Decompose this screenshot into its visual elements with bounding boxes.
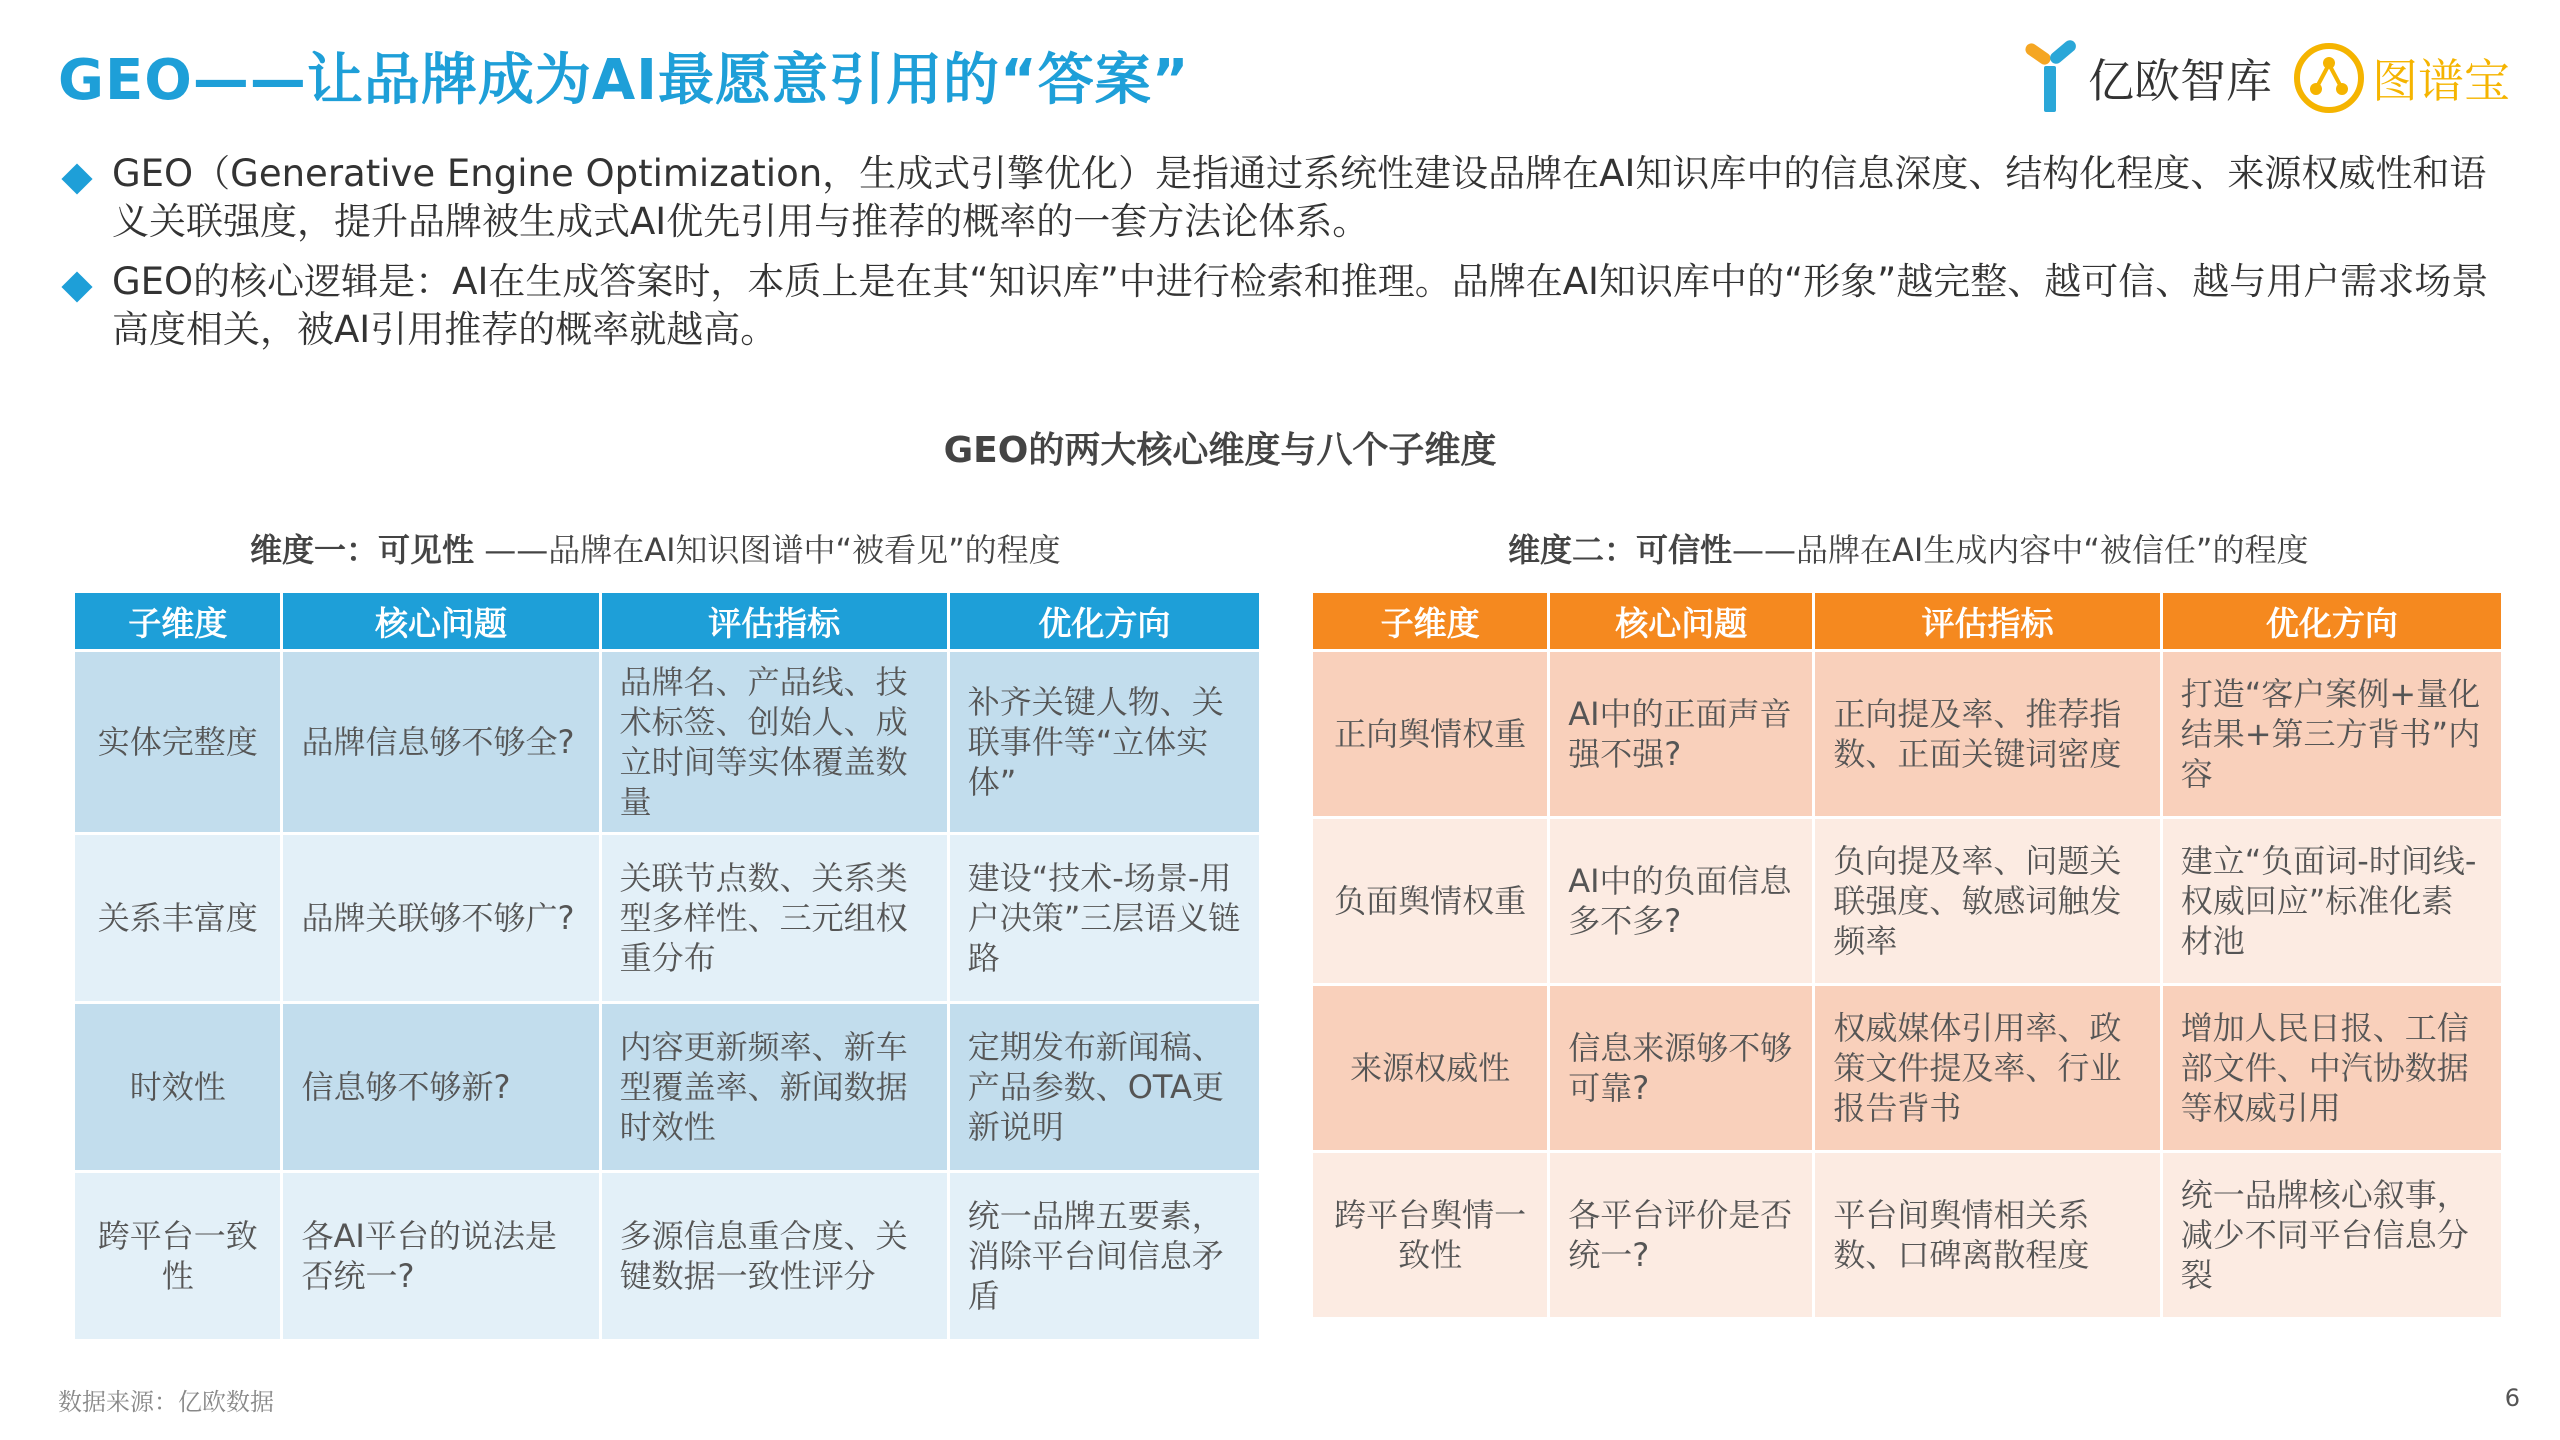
page-title: GEO——让品牌成为AI最愿意引用的“答案” [58,48,1190,113]
header-cell: 评估指标 [1815,593,2159,649]
table-header-row [1313,593,2501,649]
header-cell: 核心问题 [283,593,598,649]
table-cell: 统一品牌五要素，消除平台间信息矛盾 [950,1173,1259,1339]
table-cell: 各平台评价是否统一? [1550,1153,1812,1317]
table-cell: 打造“客户案例+量化结果+第三方背书”内容 [2163,652,2501,816]
bullet-list [60,150,2510,366]
tupubao-logo-icon [2294,43,2364,113]
table-cell: 品牌关联够不够广? [283,835,598,1001]
table-cell: 补齐关键人物、关联事件等“立体实体” [950,652,1259,832]
table-cell: 内容更新频率、新车型覆盖率、新闻数据时效性 [602,1004,947,1170]
logo-brand-yiou: 亿欧智库 [2088,54,2272,108]
table-cell: 品牌名、产品线、技术标签、创始人、成立时间等实体覆盖数量 [602,652,947,832]
table-row [75,835,1259,1001]
bullet-text: GEO（Generative Engine Optimization，生成式引擎优化）是指通过系统性建设品牌在AI知识库中的信息深度、结构化程度、来源权威性和语义关联强度，提升品牌被生成式AI优先引用与推荐的概率的一套方法论体系。 [112,152,2487,243]
dimension1-desc: ——品牌在AI知识图谱中“被看见”的程度 [474,531,1061,569]
table-row [1313,986,2501,1150]
header-cell: 子维度 [1313,593,1547,649]
table-cell: 负面舆情权重 [1313,819,1547,983]
table-cell: 时效性 [75,1004,280,1170]
diamond-bullet-icon [61,163,92,194]
table-row [1313,652,2501,816]
table-cell: 多源信息重合度、关键数据一致性评分 [602,1173,947,1339]
table-cell: AI中的正面声音强不强? [1550,652,1812,816]
table-cell: 跨平台一致性 [75,1173,280,1339]
header-cell: 评估指标 [602,593,947,649]
table-cell: 定期发布新闻稿、产品参数、OTA更新说明 [950,1004,1259,1170]
section-title: GEO的两大核心维度与八个子维度 [943,430,1497,471]
table-cell: 关联节点数、关系类型多样性、三元组权重分布 [602,835,947,1001]
table-cell: 关系丰富度 [75,835,280,1001]
bullet-item [60,258,2510,354]
page-number: 6 [2504,1384,2520,1412]
table-cell: 正向提及率、推荐指数、正面关键词密度 [1815,652,2159,816]
yiou-logo-icon [2022,42,2078,114]
table-row [75,652,1259,832]
table-cell: AI中的负面信息多不多? [1550,819,1812,983]
table-cell: 正向舆情权重 [1313,652,1547,816]
visibility-table [72,590,1262,1342]
table-cell: 负向提及率、问题关联强度、敏感词触发频率 [1815,819,2159,983]
table-cell: 增加人民日报、工信部文件、中汽协数据等权威引用 [2163,986,2501,1150]
logo-brand-tupubao: 图谱宝 [2372,54,2510,108]
table-row [75,1173,1259,1339]
table-cell: 来源权威性 [1313,986,1547,1150]
table-row [1313,819,2501,983]
dimension2-desc: ——品牌在AI生成内容中“被信任”的程度 [1732,531,2309,569]
table-cell: 建设“技术-场景-用户决策”三层语义链路 [950,835,1259,1001]
table-cell: 各AI平台的说法是否统一? [283,1173,598,1339]
table-cell: 跨平台舆情一致性 [1313,1153,1547,1317]
table-cell: 统一品牌核心叙事，减少不同平台信息分裂 [2163,1153,2501,1317]
dimension2-title [1508,525,2309,571]
table-header-row [75,593,1259,649]
bullet-item [60,150,2510,246]
table-row [75,1004,1259,1170]
table-cell: 信息来源够不够可靠? [1550,986,1812,1150]
header-cell: 优化方向 [950,593,1259,649]
credibility-table [1310,590,2504,1320]
header-cell: 核心问题 [1550,593,1812,649]
logo-group [2022,38,2510,118]
table-cell: 权威媒体引用率、政策文件提及率、行业报告背书 [1815,986,2159,1150]
table-cell: 实体完整度 [75,652,280,832]
dimension2-label: 维度二：可信性 [1508,531,1733,569]
table-cell: 品牌信息够不够全? [283,652,598,832]
diamond-bullet-icon [61,271,92,302]
header-cell: 子维度 [75,593,280,649]
header-cell: 优化方向 [2163,593,2501,649]
dimension1-title [250,525,1061,571]
table-cell: 信息够不够新? [283,1004,598,1170]
dimension1-label: 维度一：可见性 [250,531,475,569]
table-cell: 建立“负面词-时间线-权威回应”标准化素材池 [2163,819,2501,983]
bullet-text: GEO的核心逻辑是：AI在生成答案时，本质上是在其“知识库”中进行检索和推理。品牌在AI知识库中的“形象”越完整、越可信、越与用户需求场景高度相关，被AI引用推荐的概率就越高。 [112,260,2489,351]
data-source-note: 数据来源：亿欧数据 [58,1388,274,1416]
table-row [1313,1153,2501,1317]
table-cell: 平台间舆情相关系数、口碑离散程度 [1815,1153,2159,1317]
